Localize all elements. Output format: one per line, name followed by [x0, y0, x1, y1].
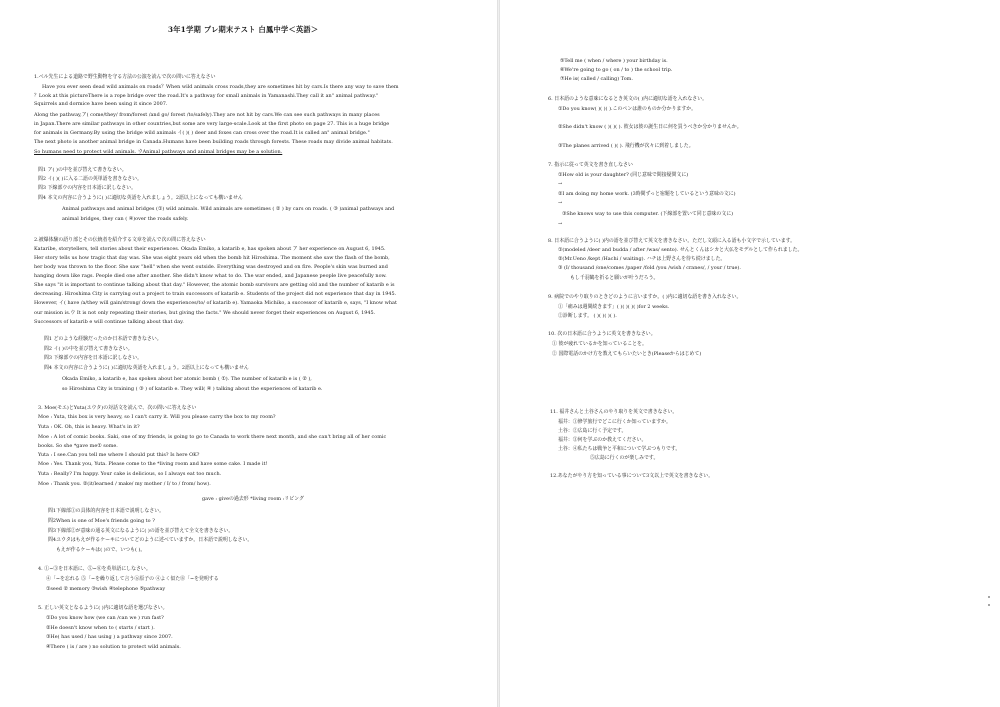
q5-continued-line: ⑥We're going to go ( on / to ) the school trip. [560, 67, 673, 73]
q7-heading: 7. 指示に従って英文を書き直しなさい [548, 162, 633, 168]
q3-question: 問3下線部②が意味の通る英文になるように( )の語を並び替えて全文を書きなさい。 [48, 528, 234, 534]
q3-dialogue-line: Moe : Thank you. ②(it/learned / make/ my mother / I/ to / from/ how). [38, 481, 211, 487]
q2-passage-line: hanging down like rags. People died one after another. She didn't know what to do. The war ended, and Japanese people live peacefully now. [34, 273, 387, 279]
q1-passage-line: So humans need to protect wild animals. ウAnimal pathways and animal bridges may be a solution. [34, 149, 283, 155]
q1-question: 問4 本文の内容に合うように( )に適切な英語を入れましょう。2語以上になっても構いません [38, 195, 243, 201]
right-page [500, 0, 1000, 707]
q10-line: ② 国際電話のかけ方を教えてもらいたいとき(Pleaseからはじめて) [552, 351, 702, 357]
q7-line: ③She knows way to use this computer. (下線部を置いて同じ意味の文に) [562, 211, 734, 217]
q4-heading: 4. ①~③を日本語に、⑤~⑧を英単語にしなさい。 [38, 566, 151, 572]
q2-passage-line: Kataribe, storytellers, tell stories about their experiences. Okada Emiko, a katarib e, has spoken about ア her experience on August 6, 1945. [34, 246, 386, 252]
q3-notes: gave : giveの過去形 *living room :リビング [202, 496, 304, 502]
q6-line: ③The planes arrived ( )( ). 飛行機が次々に到着しました。 [558, 143, 694, 149]
q1-passage-line: ？Look at this pictureThere is a rope bridge over the road.It's a pathway for small animals in Yamanashi.They call it an" animal pathway." [34, 93, 379, 99]
q11-line: 福井：①修学旅行でどこに行くか知っていますか。 [558, 419, 671, 425]
scan-speck [988, 604, 990, 606]
q7-line: ①How old is your daughter? (同じ意味で間接疑問文に) [558, 172, 689, 178]
q9-line: ②診断します。 ( )( )( )( ). [558, 313, 617, 319]
q11-line: 福井：③何を学ぶのか教えてください。 [558, 437, 647, 443]
q1-passage-line: for animals in Germany.By using the bridge wild animals イ( )( ) deer and foxes can cross over the road.It is called an" animal bridge." [34, 130, 370, 136]
q7-line: → [558, 221, 563, 227]
q6-line: ②She didn't know ( )( )( ). 彼女は彼の誕生日に何を買うべきか分かりませんか。 [558, 124, 742, 130]
q3-heading: 3. Moe(モエ)とYuta(ユウタ)の対話文を読んで、次の問いに答えなさい [38, 405, 197, 411]
q6-line: ①Do you know( )( )( ).このペンは誰のものか分かりますか。 [558, 106, 697, 112]
q1-summary: animal bridges, they can ( ④)over the roads safely. [62, 216, 189, 222]
q4-line: ④「~を忘れる ⑤「~を繰り返して言う⑥原子の ④よく似た⑧「~を発明する [46, 576, 219, 582]
q8-heading: 8. 日本語に合うように( )内の語を並び替えて英文を書きなさい。ただし文頭に入る語も小文字で示しています。 [548, 238, 796, 244]
q10-heading: 10. 次の日本語に合うように英文を書きなさい。 [548, 331, 656, 337]
q10-line: ① 彼が疲れているかを知っていることを。 [552, 341, 647, 347]
left-page [0, 0, 498, 707]
q2-passage-line: She says "it is important to continue talking about that day." However, the atomic bomb survivors are getting old and the number of katarib e is [34, 282, 395, 288]
q1-question: 問1 ア( )の中を並び替えて書きなさい。 [38, 167, 127, 173]
q3-question: 問4ユウタはもえが作るケーキについてどのように述べていますか。日本語で説明しなさい。 [48, 537, 253, 543]
q2-passage-line: her body was thrown to the floor. She saw "hell" when she went outside. Everything was destroyed and on fire. People's skin was burned and [34, 264, 388, 270]
q1-passage-line: in Japan.There are similar pathways in other countries,but some are very large-scale.Look at the first photo on page 27. This is a huge bridge [34, 121, 390, 127]
q2-question: 問4 本文の内容に合うように( )に適切な英語を入れましょう。2語以上になっても構いません [44, 365, 249, 371]
q5-line: ①Do you know how (we can /can we ) run fast? [46, 615, 164, 621]
q1-passage-line: Squirrels and dormice have been using it since 2007. [34, 101, 168, 107]
q3-dialogue-line: books. So she *gave me① some. [38, 443, 118, 449]
q3-dialogue-line: Yuta : Really? I'm happy. Your cake is delicious, so I always eat too much. [38, 471, 222, 477]
q12-heading: 12.あなたがやり方を知っている事について3文以上で英文を書きなさい。 [550, 473, 714, 479]
q2-summary: Okada Emiko, a katarib e, has spoken about her atomic bomb ( ①). The number of katarib e is ( ② ), [62, 376, 312, 382]
q2-summary: so Hiroshima City is training ( ③ ) of katarib e. They will( ④ ) talking about the experiences of katarib e. [62, 386, 323, 392]
q8-line: もし千羽鶴を折ると願いが叶うだろう。 [570, 275, 659, 281]
q6-heading: 6. 日本語のような意味になるとき英文の( )内に適切な語を入れなさい。 [548, 96, 708, 102]
q7-line: ②I am doing my home work. (3時間ずっと宿題をしているという意味の文に) [558, 191, 736, 197]
q2-question: 問1 どのような経験だったのか日本語で書きなさい。 [44, 336, 162, 342]
q5-heading: 5. 正しい英文となるように( )内に適切な語を選びなさい。 [38, 605, 168, 611]
q3-dialogue-line: Moe : A lot of comic books. Saki, one of my friends, is going to go to Canada to work there next month, and she can't bring all of her comic [38, 434, 387, 440]
q5-continued-line: ⑦He is( called / calling) Tom. [560, 76, 633, 82]
q8-line: ②(Mr.Ueno /kept /Hachi / waiting). ハチは上野さんを待ち続けました。 [558, 256, 726, 262]
q3-question: もえが作るケーキは( )ので、いつも( )。 [56, 547, 146, 553]
q3-question: 問2When is one of Moe's friends going to ? [48, 518, 155, 524]
q4-line: ①seed ② memory ③wish ④telephone ⑤pathway [46, 586, 166, 592]
exam-title: 3年1学期 プレ期末テスト 白鳳中学＜英語＞ [168, 25, 319, 34]
q2-passage-line: Successors of katarib e will continue talking about that day. [34, 319, 184, 325]
q2-heading: 2.被爆体験の語り部とその伝統者を紹介する文章を読んで次の問に答えなさい [34, 237, 206, 243]
q2-passage-line: decreasing. Hiroshima City is carrying out a project to train successors of katarib e. Students of the project did not experience that day in 1945. [34, 291, 397, 297]
q1-question: 問3 下線部ウの内容を日本語に訳しなさい。 [38, 185, 137, 191]
q3-dialogue-line: Yuta : OK. Oh, this is heavy. What's in it? [38, 424, 140, 430]
q1-passage-line: Have you ever seen dead wild animals on roads？When wild animals cross roads,they are sometimes hit by cars.Is there any way to save them [42, 84, 399, 90]
q2-passage-line: However, イ( have /a/they will gain/strong/ down the experiences/to/ of katarib e). Yamaoka Michiko, a successor of katarib e, says, "I know what [34, 300, 397, 306]
q9-heading: 9. 病院でのやり取りのときどのように言いますか。( )内に適切な語を書き入れなさい。 [548, 294, 742, 300]
q5-line: ②He doesn't know when to ( starts / start ). [46, 625, 155, 631]
q1-passage-line: The next photo is another animal bridge in Canada.Humans have been building roads through forests. These roads may divide animal habitats. [34, 139, 393, 145]
q11-line: 土谷：②広島に行く予定です。 [558, 428, 627, 434]
q2-passage-line: Her story tells us how tragic that day was. She was eight years old when the bomb hit Hiroshima. The moment she saw the flash of the bomb, [34, 255, 390, 261]
q8-line: ①(modeled /deer and budda / after /was/ sento). せんとくんはシカと大仏をモデルとして作られました。 [558, 247, 803, 253]
q11-line: 土谷：④私たちは戦争と平和について学ぶつもりです。 [558, 446, 681, 452]
q8-line: ③ (I/ thousand /one/comes /paper /fold /you /wish / cranes/, / your / true). [558, 265, 741, 271]
q7-line: → [558, 200, 563, 206]
scan-speck [988, 596, 990, 598]
q5-line: ④There ( is / are ) no solution to protect wild animals. [46, 644, 181, 650]
q3-question: 問1下線部①の具体的内容を日本語で説明しなさい。 [48, 508, 165, 514]
q9-line: ①「痛みは週間続きます」( )( )( )( )for 2 weeks. [558, 304, 670, 310]
q11-heading: 11. 福井さんと土谷さんのやり取りを英文で書きなさい。 [550, 409, 678, 415]
q1-passage-line: Along the pathway,ア( come/they/ from/forest /and go/ forest /to/safely).They are not hit by cars.We can see such pathways in many places [34, 112, 380, 118]
q2-question: 問3 下線部ウの内容を日本語に訳しなさい。 [44, 355, 143, 361]
q2-passage-line: our mission is.ウ It is not only repeating their stories, but giving the facts." We should never forget their experiences on August 6, 1945. [34, 310, 376, 316]
q3-dialogue-line: Yuta : I see.Can you tell me where I should put this? Is here OK? [38, 452, 200, 458]
q2-question: 問2 イ( )の中を並び替えて書きなさい。 [44, 346, 133, 352]
q7-line: → [558, 181, 563, 187]
q3-dialogue-line: Moe : Yes. Thank you, Yuta. Please come to the *living room and have some cake. I made it! [38, 461, 268, 467]
q5-continued-line: ⑤Tell me ( when / where ) your birthday is. [560, 58, 668, 64]
q1-heading: 1.ベル先生による道路で野生動物を守る方法の公演を読んで次の問いに答えなさい [34, 74, 216, 80]
q11-line: ⑤広島に行くのが楽しみです。 [590, 455, 659, 461]
q1-question: 問2 イ( )( )に入る二語の英単語を書きなさい。 [38, 176, 142, 182]
q5-line: ③He( has used / has using ) a pathway since 2007. [46, 634, 173, 640]
q3-dialogue-line: Moe : Yuta, this box is very heavy, so I can't carry it. Will you please carry the box to my room? [38, 414, 276, 420]
q1-summary: Animal pathways and animal bridges (①) wild animals. Wild animals are sometimes ( ② ) by cars on roads. ( ③ )animal pathways and [62, 206, 395, 212]
